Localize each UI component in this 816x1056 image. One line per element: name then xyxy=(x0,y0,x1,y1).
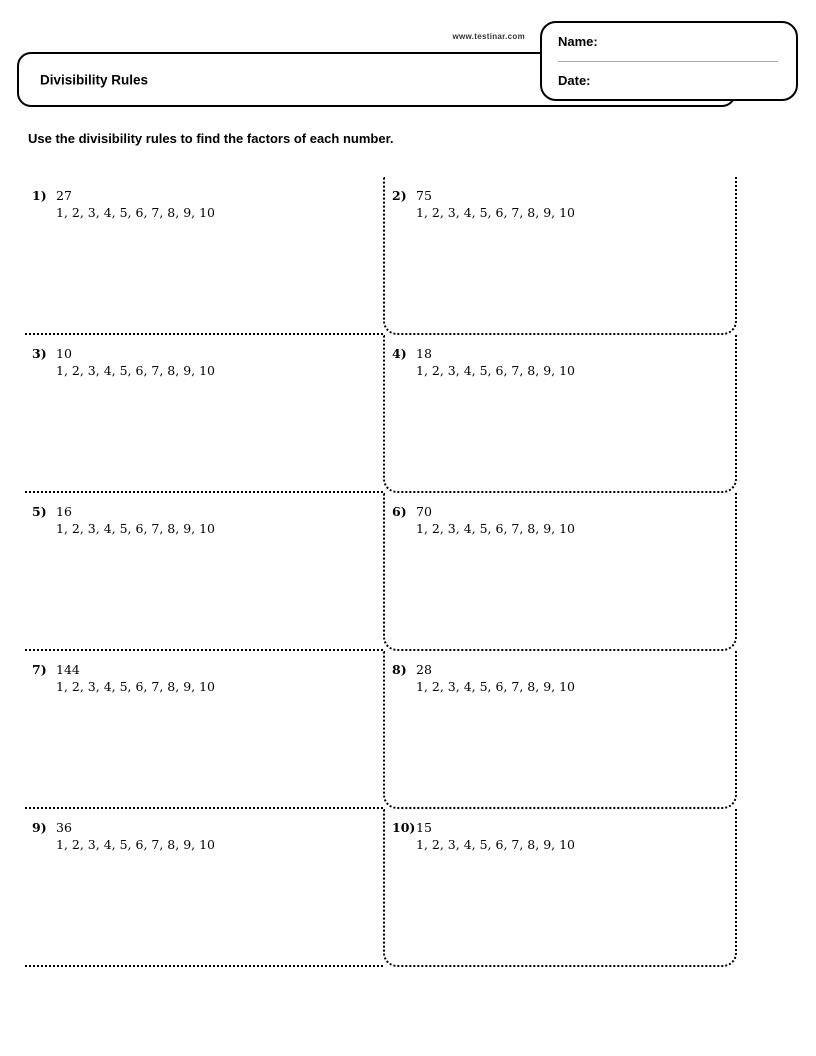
problem-number-label: 1) xyxy=(32,188,47,203)
problem-number-label: 10) xyxy=(392,820,416,835)
problem-value: 36 xyxy=(56,820,72,835)
factor-options: 1, 2, 3, 4, 5, 6, 7, 8, 9, 10 xyxy=(416,679,576,694)
problem-value: 144 xyxy=(56,662,80,677)
website-url: www.testinar.com xyxy=(452,32,525,41)
name-date-box xyxy=(540,21,798,101)
problem-cell-3 xyxy=(25,335,383,493)
problem-number-label: 4) xyxy=(392,346,407,361)
problem-value: 27 xyxy=(56,188,72,203)
problem-cell-4 xyxy=(383,335,737,493)
factor-options: 1, 2, 3, 4, 5, 6, 7, 8, 9, 10 xyxy=(56,521,216,536)
factor-options: 1, 2, 3, 4, 5, 6, 7, 8, 9, 10 xyxy=(416,837,576,852)
problem-cell-9 xyxy=(25,809,383,967)
problem-value: 18 xyxy=(416,346,432,361)
factor-options: 1, 2, 3, 4, 5, 6, 7, 8, 9, 10 xyxy=(416,205,576,220)
problems-grid xyxy=(25,177,737,967)
factor-options: 1, 2, 3, 4, 5, 6, 7, 8, 9, 10 xyxy=(56,679,216,694)
factor-options: 1, 2, 3, 4, 5, 6, 7, 8, 9, 10 xyxy=(416,521,576,536)
factor-options: 1, 2, 3, 4, 5, 6, 7, 8, 9, 10 xyxy=(56,205,216,220)
problem-value: 15 xyxy=(416,820,432,835)
factor-options: 1, 2, 3, 4, 5, 6, 7, 8, 9, 10 xyxy=(56,837,216,852)
problem-value: 70 xyxy=(416,504,432,519)
page-title: Divisibility Rules xyxy=(40,72,149,87)
problem-number-label: 6) xyxy=(392,504,407,519)
problem-number-label: 5) xyxy=(32,504,47,519)
name-row xyxy=(558,23,796,61)
problem-cell-7 xyxy=(25,651,383,809)
problem-value: 75 xyxy=(416,188,432,203)
problem-cell-1 xyxy=(25,177,383,335)
problem-value: 28 xyxy=(416,662,432,677)
factor-options: 1, 2, 3, 4, 5, 6, 7, 8, 9, 10 xyxy=(56,363,216,378)
problem-cell-6 xyxy=(383,493,737,651)
problem-cell-2 xyxy=(383,177,737,335)
problem-number-label: 2) xyxy=(392,188,407,203)
problem-value: 16 xyxy=(56,504,72,519)
date-label: Date: xyxy=(558,72,591,88)
problem-value: 10 xyxy=(56,346,72,361)
problem-cell-5 xyxy=(25,493,383,651)
date-row xyxy=(558,62,796,100)
problem-number-label: 3) xyxy=(32,346,47,361)
problem-cell-10 xyxy=(383,809,737,967)
factor-options: 1, 2, 3, 4, 5, 6, 7, 8, 9, 10 xyxy=(416,363,576,378)
name-label: Name: xyxy=(558,34,598,50)
problem-number-label: 9) xyxy=(32,820,47,835)
problem-number-label: 7) xyxy=(32,662,47,677)
instruction-text: Use the divisibility rules to find the factors of each number. xyxy=(28,131,394,146)
problem-number-label: 8) xyxy=(392,662,407,677)
problem-cell-8 xyxy=(383,651,737,809)
